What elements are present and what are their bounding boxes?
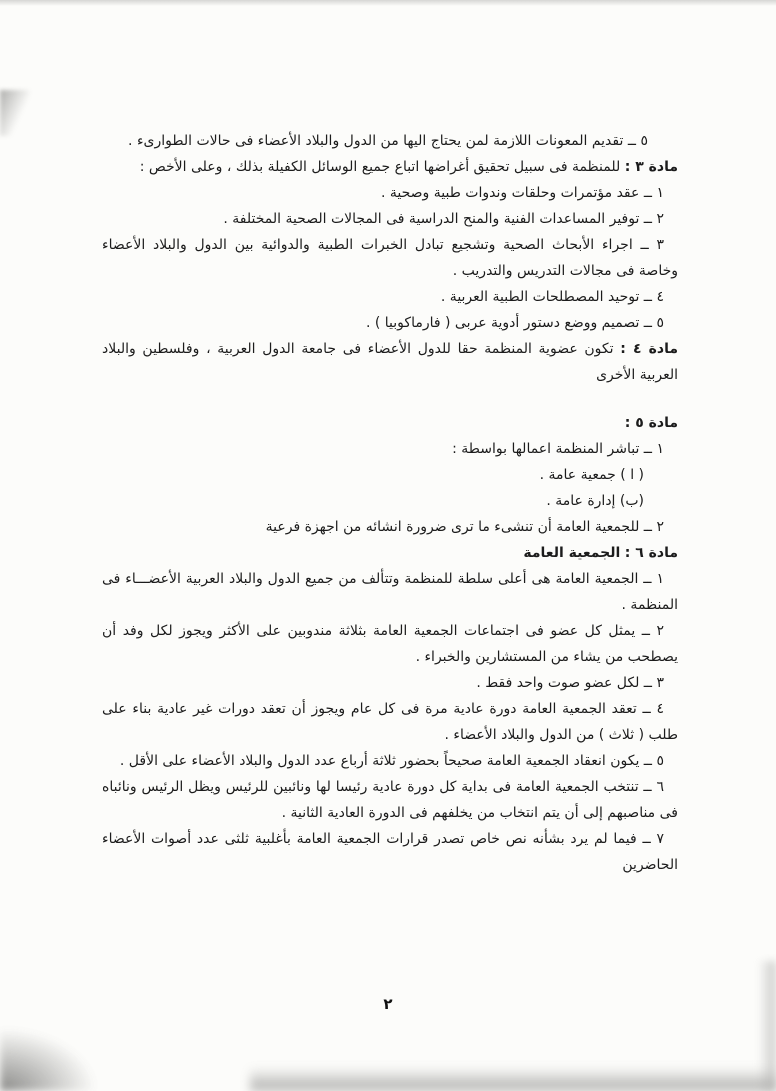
scan-artifact-top-left [0, 90, 30, 136]
article-6-item-1: ١ ــ الجمعية العامة هى أعلى سلطة للمنظمة وتتألف من جميع الدول والبلاد العربية الأعضـــاء فى المنظمة . [102, 571, 678, 613]
article-3-item-1: ١ ــ عقد مؤتمرات وحلقات وندوات طبية وصحية . [380, 185, 664, 201]
article-5-subitem-a: ( ا ) جمعية عامة . [539, 467, 644, 483]
article-6-item-2: ٢ ــ يمثل كل عضو فى اجتماعات الجمعية العامة بثلاثة مندوبين على الأكثر ويجوز لكل وفد أن يصطحب من يشاء من المستشارين والخبراء . [102, 623, 678, 665]
article-3-item-3: ٣ ــ اجراء الأبحاث الصحية وتشجيع تبادل الخبرات الطبية والدوائية بين الدول والبلاد الأعضاء وخاصة فى مجالات التدريس والتدريب . [102, 237, 678, 279]
article-6-item-7: ٧ ــ فيما لم يرد بشأنه نص خاص تصدر قرارات الجمعية العامة بأغلبية ثلثى عدد أصوات الأعضاء الحاضرين [102, 831, 678, 873]
article-5-label: مادة ٥ : [624, 415, 678, 431]
article-4-paragraph [102, 336, 678, 388]
article-5-subitem-b: (ب) إدارة عامة . [546, 493, 644, 509]
article-6-item-4: ٤ ــ تعقد الجمعية العامة دورة عادية مرة فى كل عام ويجوز أن تعقد دورات غير عادية بناء على طلب ( ثلاث ) من الدول والبلاد الأعضاء . [102, 701, 678, 743]
scan-artifact-bottom-band [250, 1067, 776, 1091]
article-6-label: مادة ٦ : [624, 545, 678, 561]
carryover-list-item-5: ٥ ــ تقديم المعونات اللازمة لمن يحتاج اليها من الدول والبلاد الأعضاء فى حالات الطوارىء . [128, 133, 648, 149]
document-content [102, 128, 678, 878]
article-6-title: الجمعية العامة [523, 545, 621, 561]
scan-artifact-bottom-left [0, 1029, 95, 1091]
page-number: ٢ [383, 995, 393, 1013]
article-5-item-1: ١ ــ تباشر المنظمة اعمالها بواسطة : [452, 441, 664, 457]
article-3-item-5: ٥ ــ تصميم ووضع دستور أدوية عربى ( فارماكوبيا ) . [365, 315, 664, 331]
article-6-item-6: ٦ ــ تنتخب الجمعية العامة فى بداية كل دورة عادية رئيسا لها ونائبين للرئيس ويظل الرئيس ونائباه فى مناصبهم إلى أن يتم انتخاب من يخلفهم فى الدورة العادية الثانية . [102, 779, 678, 821]
article-3-text: للمنظمة فى سبيل تحقيق أغراضها اتباع جميع الوسائل الكفيلة بذلك ، وعلى الأخص : [139, 159, 621, 175]
scan-artifact-top-edge [0, 0, 776, 6]
article-3-label: مادة ٣ : [624, 159, 678, 175]
article-5-heading [102, 410, 678, 436]
article-4-text: تكون عضوية المنظمة حقا للدول الأعضاء فى جامعة الدول العربية ، وفلسطين والبلاد العربية الأخرى [102, 341, 678, 383]
article-6-heading [102, 540, 678, 566]
article-3-heading [102, 154, 678, 180]
article-3-item-4: ٤ ــ توحيد المصطلحات الطبية العربية . [440, 289, 664, 305]
article-3-item-2: ٢ ــ توفير المساعدات الفنية والمنح الدراسية فى المجالات الصحية المختلفة . [223, 211, 664, 227]
article-4-label: مادة ٤ : [620, 341, 679, 357]
article-5-item-2: ٢ ــ للجمعية العامة أن تنشىء ما ترى ضرورة انشائه من اجهزة فرعية [265, 519, 664, 535]
scan-artifact-right-edge [758, 961, 776, 1091]
article-6-item-5: ٥ ــ يكون انعقاد الجمعية العامة صحيحاً بحضور ثلاثة أرباع عدد الدول والبلاد الأعضاء على الأقل . [119, 753, 664, 769]
article-6-item-3: ٣ ــ لكل عضو صوت واحد فقط . [476, 675, 664, 691]
